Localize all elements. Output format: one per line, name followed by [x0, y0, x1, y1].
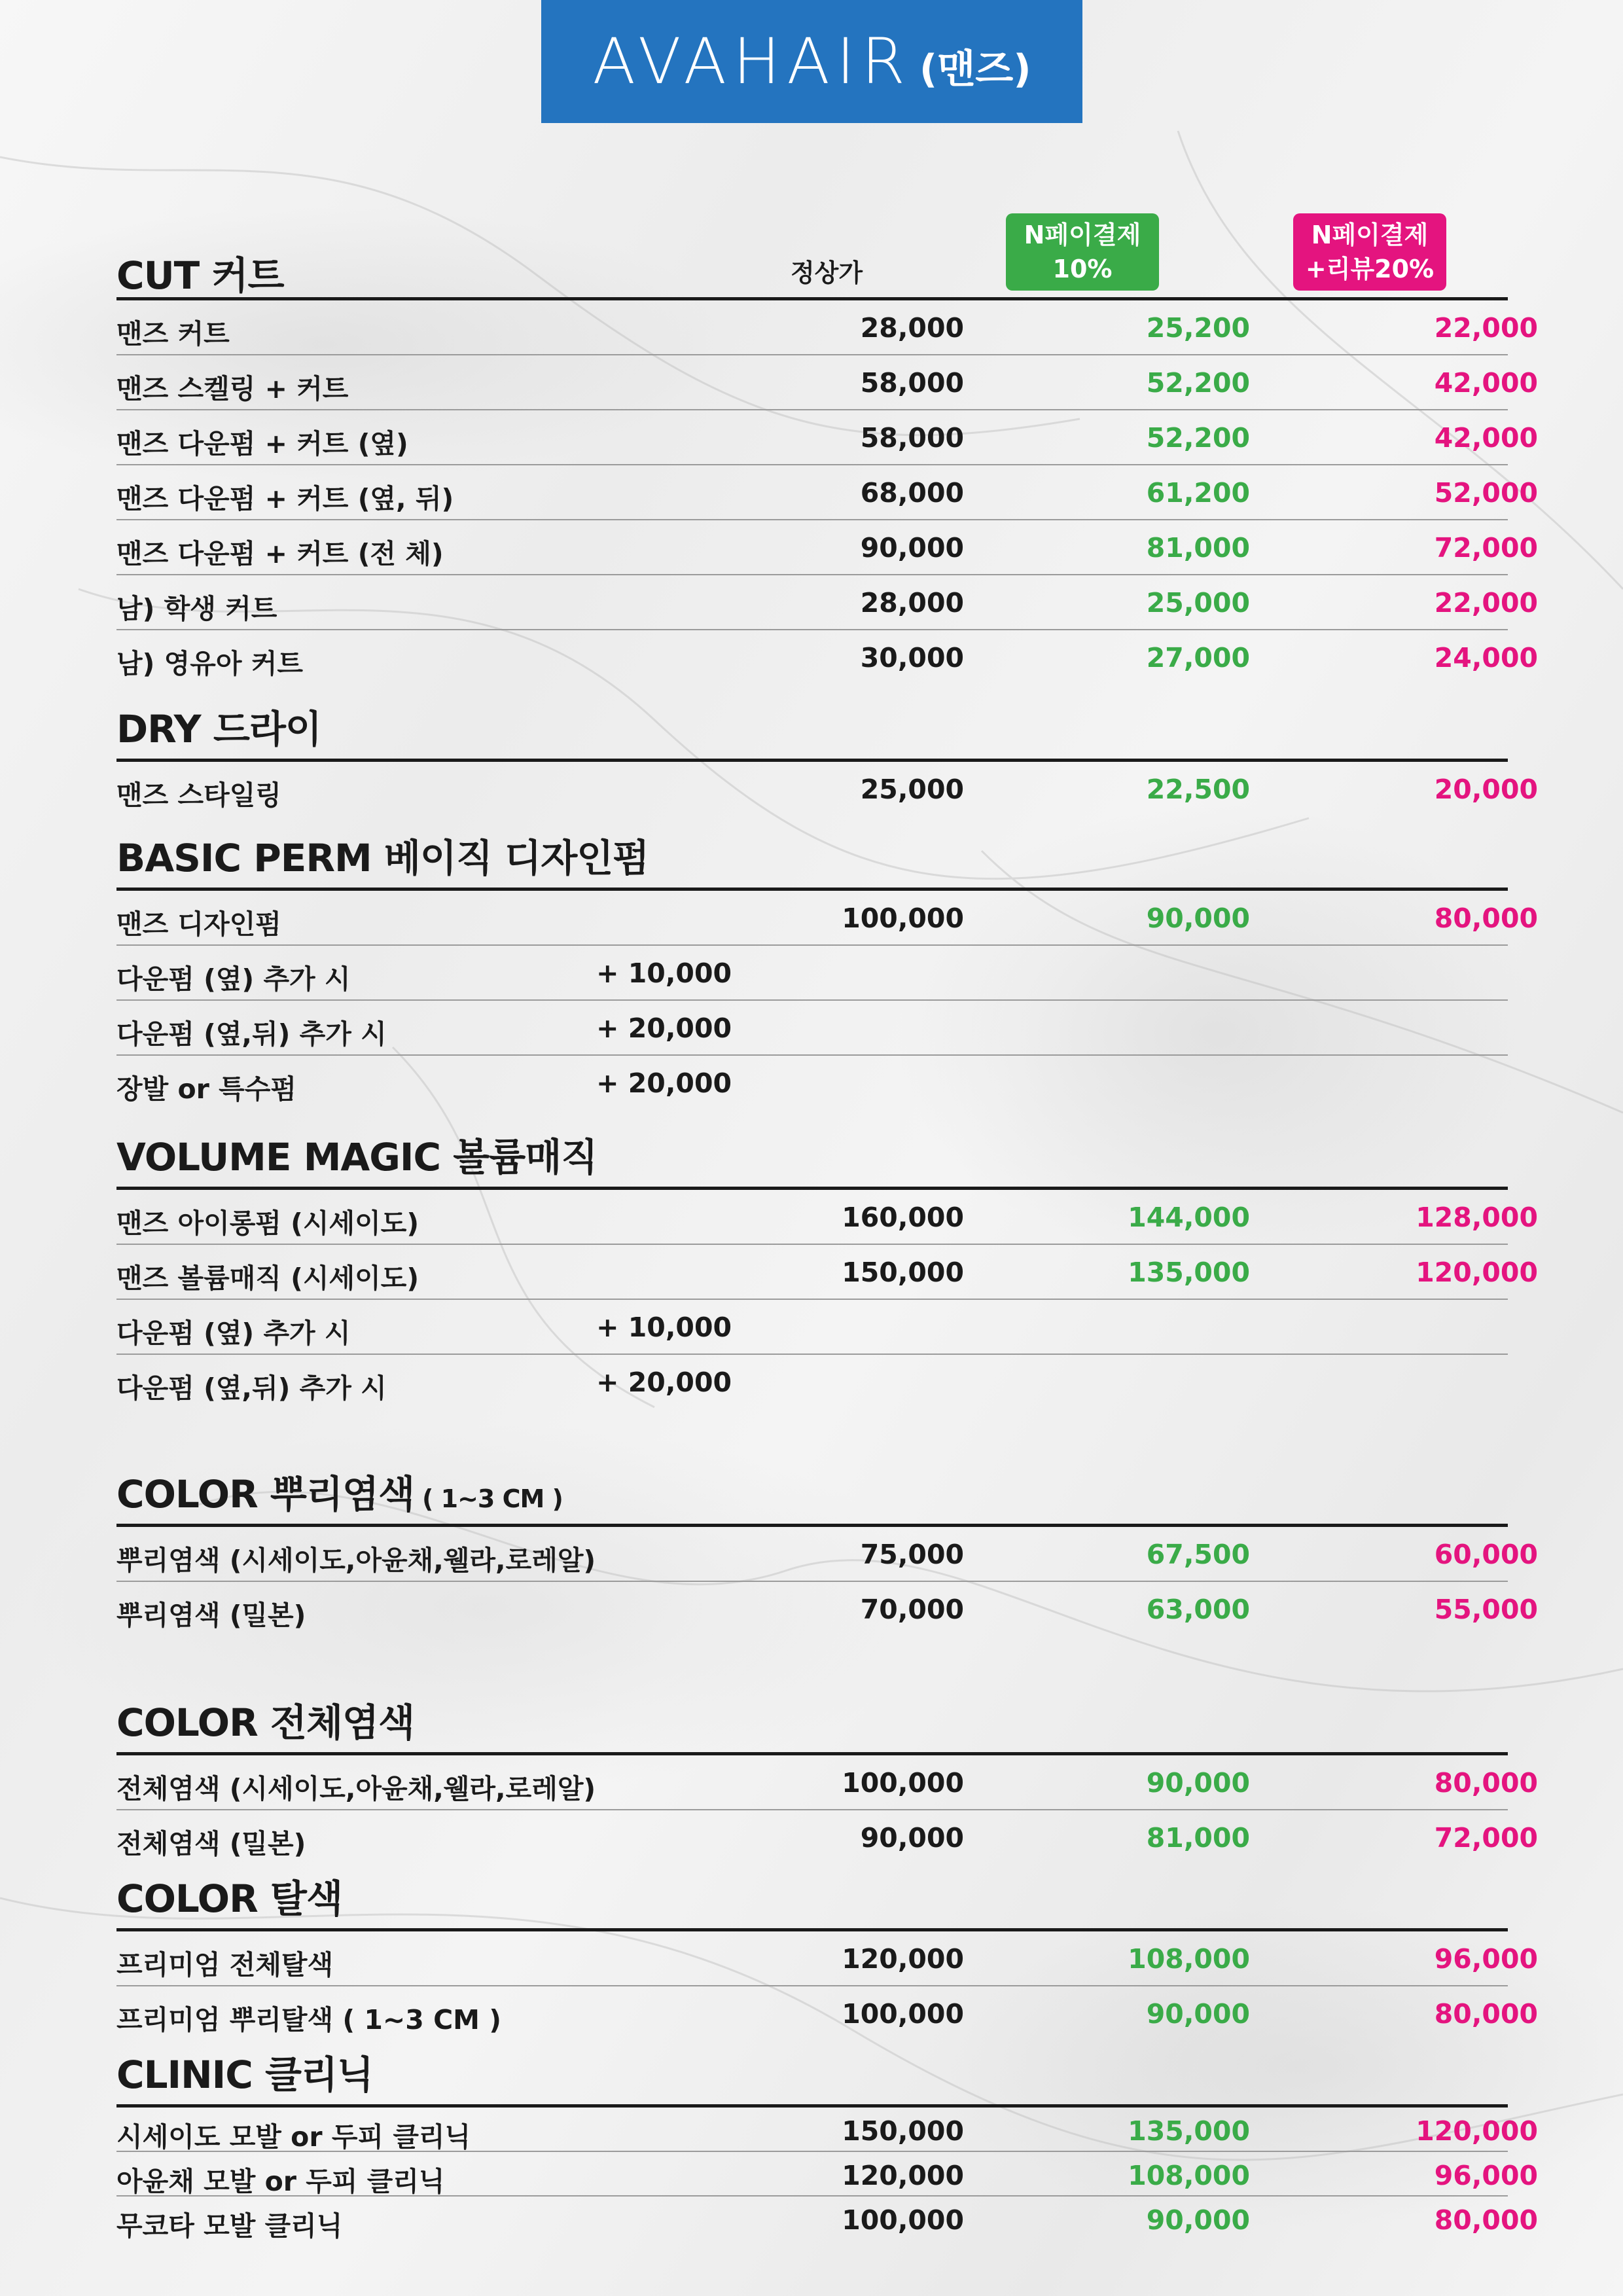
service-name: 프리미엄 전체탈색	[116, 1949, 334, 1981]
npay-10-price: 90,000	[1146, 1767, 1250, 1799]
regular-price: 90,000	[860, 532, 964, 564]
regular-price: 58,000	[860, 422, 964, 454]
section-title-cut: CUT 커트	[116, 253, 284, 298]
addon-row	[116, 1001, 1508, 1056]
regular-price: 120,000	[842, 2160, 964, 2191]
service-name: 시세이도 모발 or 두피 클리닉	[116, 2121, 471, 2153]
regular-price: 75,000	[860, 1539, 964, 1570]
npay-10-price: 52,200	[1146, 422, 1250, 454]
section-color-bleach-rows	[116, 1931, 1538, 2040]
addon-row	[116, 1355, 1508, 1408]
regular-price: 150,000	[842, 1257, 964, 1288]
column-header	[116, 203, 1508, 297]
price-row	[116, 2197, 1538, 2242]
npay-20-price: 42,000	[1434, 422, 1538, 454]
section-title-color-bleach: COLOR 탈색	[116, 1868, 1508, 1931]
npay-10-price: 135,000	[1128, 2115, 1250, 2147]
npay-20-price: 24,000	[1434, 642, 1538, 673]
npay-10-price: 135,000	[1128, 1257, 1250, 1288]
section-dry-rows	[116, 762, 1538, 816]
addon-price: + 20,000	[596, 1367, 732, 1398]
price-row	[116, 891, 1538, 946]
service-name: 무코타 모발 클리닉	[116, 2210, 343, 2242]
addon-name: 다운펌 (옆,뒤) 추가 시	[116, 1372, 387, 1404]
section-title-clinic: CLINIC 클리닉	[116, 2044, 1508, 2108]
npay-10-price: 81,000	[1146, 1822, 1250, 1854]
npay-20-price: 55,000	[1434, 1594, 1538, 1625]
price-row	[116, 520, 1538, 575]
npay-10-price: 25,000	[1146, 587, 1250, 619]
price-row	[116, 1527, 1538, 1582]
regular-price: 28,000	[860, 312, 964, 344]
service-name: 프리미엄 뿌리탈색 ( 1~3 CM )	[116, 2004, 501, 2036]
service-name: 뿌리염색 (시세이도,아윤채,웰라,로레알)	[116, 1545, 596, 1576]
regular-price: 100,000	[842, 2204, 964, 2236]
regular-price: 25,000	[860, 774, 964, 805]
price-row	[116, 1245, 1538, 1300]
addon-row	[116, 946, 1508, 1001]
section-volume-magic-rows	[116, 1190, 1538, 1408]
service-name: 맨즈 아이롱펌 (시세이도)	[116, 1208, 419, 1239]
section-title-color-root: COLOR 뿌리염색 ( 1~3 CM )	[116, 1463, 1508, 1527]
brand-name: AVAHAIR	[592, 25, 912, 98]
brand-suffix: (맨즈)	[919, 46, 1031, 92]
addon-price: + 20,000	[596, 1067, 732, 1099]
price-row	[116, 575, 1538, 630]
npay-20-price: 128,000	[1416, 1202, 1538, 1233]
npay-20-price: 60,000	[1434, 1539, 1538, 1570]
price-row	[116, 1582, 1538, 1636]
npay-10-price: 25,200	[1146, 312, 1250, 344]
price-row	[116, 465, 1538, 520]
service-name: 맨즈 다운펌 + 커트 (전 체)	[116, 538, 444, 569]
addon-price: + 10,000	[596, 1312, 732, 1343]
addon-row	[116, 1300, 1508, 1355]
service-name: 맨즈 스타일링	[116, 780, 281, 811]
npay-20-price: 80,000	[1434, 2204, 1538, 2236]
regular-price: 70,000	[860, 1594, 964, 1625]
price-row	[116, 2152, 1538, 2197]
price-row	[116, 1986, 1538, 2040]
price-row	[116, 1810, 1538, 1864]
addon-price: + 20,000	[596, 1013, 732, 1044]
price-row	[116, 762, 1538, 816]
npay-20-price: 52,000	[1434, 477, 1538, 509]
npay-20-badge: N페이결제 +리뷰20%	[1293, 213, 1446, 291]
addon-name: 장발 or 특수펌	[116, 1073, 296, 1105]
npay-10-price: 90,000	[1146, 1998, 1250, 2030]
npay-10-price: 108,000	[1128, 2160, 1250, 2191]
npay-10-price: 27,000	[1146, 642, 1250, 673]
service-name: 맨즈 다운펌 + 커트 (옆)	[116, 428, 408, 459]
section-title-volume-magic: VOLUME MAGIC 볼륨매직	[116, 1126, 1508, 1190]
npay-20-price: 80,000	[1434, 903, 1538, 934]
npay-20-price: 96,000	[1434, 1943, 1538, 1975]
npay-10-price: 22,500	[1146, 774, 1250, 805]
brand-logo	[541, 0, 1082, 123]
service-name: 맨즈 커트	[116, 318, 230, 350]
price-row	[116, 630, 1538, 684]
npay-20-price: 22,000	[1434, 312, 1538, 344]
price-row	[116, 300, 1538, 355]
addon-name: 다운펌 (옆,뒤) 추가 시	[116, 1018, 387, 1050]
npay-20-price: 120,000	[1416, 2115, 1538, 2147]
regular-price: 120,000	[842, 1943, 964, 1975]
addon-price: + 10,000	[596, 958, 732, 989]
price-row	[116, 2108, 1538, 2153]
service-name: 남) 학생 커트	[116, 593, 277, 624]
service-name: 뿌리염색 (밀본)	[116, 1600, 306, 1631]
section-title-color-full: COLOR 전체염색	[116, 1692, 1508, 1755]
npay-10-price: 144,000	[1128, 1202, 1250, 1233]
npay-20-price: 80,000	[1434, 1767, 1538, 1799]
npay-20-price: 42,000	[1434, 367, 1538, 399]
npay-20-price: 96,000	[1434, 2160, 1538, 2191]
regular-price: 28,000	[860, 587, 964, 619]
section-title-basic-perm: BASIC PERM 베이직 디자인펌	[116, 827, 1508, 891]
npay-20-price: 80,000	[1434, 1998, 1538, 2030]
npay-10-price: 90,000	[1146, 2204, 1250, 2236]
regular-price: 100,000	[842, 1998, 964, 2030]
regular-price-label: 정상가	[790, 259, 863, 287]
price-row	[116, 1755, 1538, 1810]
addon-name: 다운펌 (옆) 추가 시	[116, 1318, 351, 1349]
regular-price: 160,000	[842, 1202, 964, 1233]
price-row	[116, 1931, 1538, 1986]
regular-price: 30,000	[860, 642, 964, 673]
npay-10-price: 61,200	[1146, 477, 1250, 509]
regular-price: 68,000	[860, 477, 964, 509]
npay-20-price: 120,000	[1416, 1257, 1538, 1288]
section-title-dry: DRY 드라이	[116, 698, 1508, 762]
npay-20-price: 72,000	[1434, 532, 1538, 564]
npay-10-price: 63,000	[1146, 1594, 1250, 1625]
regular-price: 100,000	[842, 1767, 964, 1799]
npay-10-price: 108,000	[1128, 1943, 1250, 1975]
section-basic-perm-rows	[116, 891, 1538, 1109]
npay-10-badge: N페이결제 10%	[1006, 213, 1159, 291]
npay-10-price: 52,200	[1146, 367, 1250, 399]
npay-10-price: 81,000	[1146, 532, 1250, 564]
regular-price: 150,000	[842, 2115, 964, 2147]
regular-price: 90,000	[860, 1822, 964, 1854]
regular-price: 58,000	[860, 367, 964, 399]
service-name: 전체염색 (시세이도,아윤채,웰라,로레알)	[116, 1773, 596, 1804]
service-name: 남) 영유아 커트	[116, 648, 303, 679]
section-cut-rows	[116, 300, 1538, 684]
regular-price: 100,000	[842, 903, 964, 934]
color-root-note: ( 1~3 CM )	[422, 1484, 563, 1513]
section-clinic-rows	[116, 2108, 1538, 2242]
section-color-root-rows	[116, 1527, 1538, 1636]
section-color-full-rows	[116, 1755, 1538, 1864]
price-row	[116, 355, 1538, 410]
service-name: 아윤채 모발 or 두피 클리닉	[116, 2166, 445, 2197]
npay-10-price: 90,000	[1146, 903, 1250, 934]
npay-20-price: 72,000	[1434, 1822, 1538, 1854]
addon-row	[116, 1056, 1508, 1109]
service-name: 맨즈 다운펌 + 커트 (옆, 뒤)	[116, 483, 454, 514]
npay-10-price: 67,500	[1146, 1539, 1250, 1570]
addon-name: 다운펌 (옆) 추가 시	[116, 963, 351, 995]
service-name: 전체염색 (밀본)	[116, 1828, 306, 1859]
price-row	[116, 410, 1538, 465]
service-name: 맨즈 디자인펌	[116, 908, 281, 940]
service-name: 맨즈 볼륨매직 (시세이도)	[116, 1263, 419, 1294]
npay-20-price: 22,000	[1434, 587, 1538, 619]
price-menu	[116, 203, 1538, 2242]
service-name: 맨즈 스켈링 + 커트	[116, 373, 349, 404]
npay-20-price: 20,000	[1434, 774, 1538, 805]
price-row	[116, 1190, 1538, 1245]
